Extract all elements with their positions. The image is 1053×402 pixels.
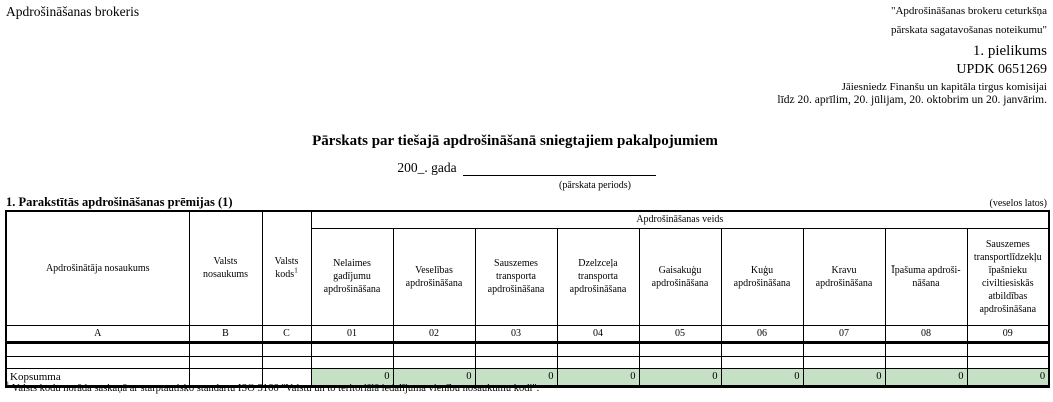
input-cell[interactable]	[803, 342, 885, 356]
table-group-header-row	[6, 211, 1049, 228]
col-header-09: Sauszemes transportlīdzekļu īpašnieku civiltiesiskās atbildības apdrošināšana	[967, 228, 1049, 325]
submit-deadlines-line: līdz 20. aprīlim, 20. jūlijam, 20. oktobrim un 20. janvārim.	[777, 94, 1047, 106]
input-cell[interactable]	[189, 356, 262, 368]
input-cell[interactable]	[557, 356, 639, 368]
input-cell[interactable]	[885, 342, 967, 356]
total-value-09: 0	[967, 368, 1049, 386]
col-header-04: Dzelzceļa transporta apdrošināšana	[557, 228, 639, 325]
country-code-footnote-mark: 1	[294, 266, 298, 275]
col-code-01: 01	[311, 325, 393, 342]
col-code-07: 07	[803, 325, 885, 342]
col-code-06: 06	[721, 325, 803, 342]
col-header-05: Gaisakuģu apdrošināšana	[639, 228, 721, 325]
col-header-03: Sauszemes transporta apdrošināšana	[475, 228, 557, 325]
premiums-table	[5, 210, 1050, 388]
input-cell[interactable]	[885, 356, 967, 368]
total-value-08: 0	[885, 368, 967, 386]
footnote-text: Valsts kodu norāda saskaņā ar starptautisko standartu ISO 3166 "Valstu un to teritoriālā iedalījuma vienību nosaukumu kodi".	[11, 383, 540, 394]
col-code-05: 05	[639, 325, 721, 342]
input-cell[interactable]	[639, 356, 721, 368]
period-caption: (pārskata periods)	[559, 180, 631, 191]
input-cell[interactable]	[311, 356, 393, 368]
total-value-04: 0	[557, 368, 639, 386]
period-row	[0, 160, 1053, 176]
col-header-country-name: Valsts nosaukums	[189, 211, 262, 325]
input-cell[interactable]	[639, 342, 721, 356]
col-code-04: 04	[557, 325, 639, 342]
entity-type-label: Apdrošināšanas brokeris	[6, 4, 140, 19]
col-code-A: A	[6, 325, 189, 342]
total-label: Kopsumma	[6, 368, 189, 386]
col-code-09: 09	[967, 325, 1049, 342]
total-value-07: 0	[803, 368, 885, 386]
total-value-03: 0	[475, 368, 557, 386]
input-cell[interactable]	[393, 342, 475, 356]
col-header-08: Īpašuma apdroši-nāšana	[885, 228, 967, 325]
regulation-reference	[891, 5, 1047, 60]
input-cell[interactable]	[6, 342, 189, 356]
input-cell[interactable]	[311, 342, 393, 356]
col-code-B: B	[189, 325, 262, 342]
period-prefix: 200_. gada	[397, 160, 457, 175]
input-cell[interactable]	[189, 342, 262, 356]
annex-label: 1. pielikums	[972, 43, 1047, 59]
report-title: Pārskats par tiešajā apdrošināšanā sniegtajiem pakalpojumiem	[312, 133, 718, 149]
regulation-line-2: pārskata sagatavošanas noteikumu"	[891, 24, 1047, 36]
footnote-mark: 1	[6, 380, 10, 389]
input-cell[interactable]	[721, 356, 803, 368]
units-note: (veselos latos)	[989, 198, 1047, 209]
input-cell[interactable]	[803, 356, 885, 368]
col-header-country-code: Valsts kods$^1$	[262, 211, 311, 325]
total-value-06: 0	[721, 368, 803, 386]
col-header-06: Kuģu apdrošināšana	[721, 228, 803, 325]
total-value-01: 0	[311, 368, 393, 386]
updk-code: UPDK 0651269	[956, 62, 1047, 77]
input-cell[interactable]	[721, 342, 803, 356]
col-code-02: 02	[393, 325, 475, 342]
col-code-C: C	[262, 325, 311, 342]
col-header-insurer-name: Apdrošinātāja nosaukums	[6, 211, 189, 325]
regulation-line-1: "Apdrošināšanas brokeru ceturkšņa	[891, 5, 1047, 17]
input-cell[interactable]	[967, 356, 1049, 368]
input-cell[interactable]	[475, 356, 557, 368]
footnote	[6, 380, 540, 394]
col-header-01: Nelaimes gadījumu apdrošināšana	[311, 228, 393, 325]
input-cell[interactable]	[557, 342, 639, 356]
submit-to-line: Jāiesniedz Finanšu un kapitāla tirgus komisijai	[841, 81, 1047, 93]
table-code-row	[6, 325, 1049, 342]
input-cell[interactable]	[393, 356, 475, 368]
total-value-02: 0	[393, 368, 475, 386]
col-header-02: Veselības apdrošināšana	[393, 228, 475, 325]
input-cell[interactable]	[6, 356, 189, 368]
col-header-07: Kravu apdrošināšana	[803, 228, 885, 325]
group-header-insurance-type: Apdrošināšanas veids	[311, 211, 1049, 228]
input-cell[interactable]	[262, 356, 311, 368]
input-cell[interactable]	[475, 342, 557, 356]
input-cell[interactable]	[262, 342, 311, 356]
data-row-2	[6, 356, 1049, 368]
submission-info	[777, 62, 1047, 106]
data-row-1	[6, 342, 1049, 356]
col-code-03: 03	[475, 325, 557, 342]
input-cell[interactable]	[967, 342, 1049, 356]
total-value-05: 0	[639, 368, 721, 386]
period-blank-field[interactable]	[463, 161, 656, 176]
col-code-08: 08	[885, 325, 967, 342]
section-title: 1. Parakstītās apdrošināšanas prēmijas (1)	[6, 195, 233, 209]
